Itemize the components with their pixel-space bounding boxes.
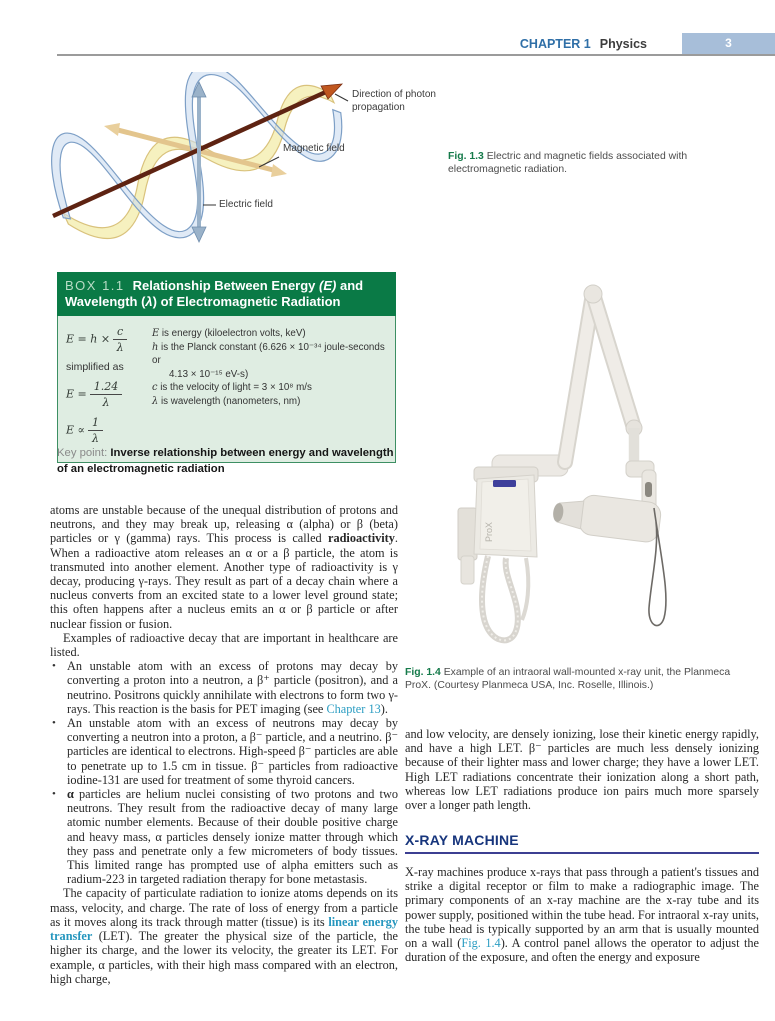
display-strip <box>493 480 516 487</box>
chapter-label: CHAPTER 1 <box>519 37 591 51</box>
definition-line: λ is wavelength (nanometers, nm) <box>152 395 301 407</box>
paragraph: X-ray machines produce x-rays that pass through a patient's tissues and strike a digital receptor or film to make a radiographic image. The primary components of an x-ray machine are the x-ray tube and its power supply, positioned within the tube head. For intraoral x-ray units, the tube head is typically supported by an arm that is usually mounted on a wall (Fig. 1.4). A control panel allows the operator to adjust the duration of the exposure, and often the energy and exposure <box>405 865 759 965</box>
paragraph: atoms are unstable because of the unequal distribution of protons and neutrons, and they may break up, releasing α (alpha) or β (beta) particles or γ (gamma) rays. This process is called radioactivity. When a radioactive atom releases an α or a β particle, the atom is transmuted into another element. Another type of radioactivity is γ decay, producing γ-rays. They result as part of a decay chain where a nucleus converts from an excited state to a lower level ground state; this often happens after a nucleus emits an α or β particle or after nuclear fission or fusion. <box>50 503 398 631</box>
list-item: • An unstable atom with an excess of neutrons may decay by converting a neutron into a proton, a β⁻ particle, and a neutrino. β⁻ particles are identical to electrons. High-speed β⁻ particles are able to penetrate up to 1.5 cm in tissue. β⁻ particles from radioactive iodine-131 are used for treatment of some thyroid cancers. <box>52 716 398 787</box>
box-1-1-title-mid: and Wavelength ( <box>65 278 364 309</box>
right-column-bottom <box>405 865 759 964</box>
coiled-cable <box>482 556 518 640</box>
chapter-title: Physics <box>599 37 647 51</box>
fig-1-4-caption-label: Fig. 1.4 <box>405 667 441 678</box>
prox-logo: ProX <box>484 521 494 542</box>
page-header <box>520 37 647 51</box>
equation-1: E = h × $\frac{c}{\lambda}$ <box>66 325 152 354</box>
definitions-column <box>152 325 389 452</box>
fig-1-4-caption-text: Example of an intraoral wall-mounted x-ray unit, the Planmeca ProX. (Courtesy Planmeca USA, Inc. Roselle, Illinois.) <box>405 667 731 692</box>
fig-1-3-caption <box>448 150 751 177</box>
list-item: • An unstable atom with an excess of protons may decay by converting a proton into a neutron, a β⁺ particle (positron), and a neutrino. Positrons quickly annihilate with electrons to form two γ-rays. This reaction is the basis for PET imaging (see Chapter 13). <box>52 659 398 716</box>
bullet-icon: • <box>52 788 56 801</box>
box-1-1 <box>57 272 396 463</box>
em-wave-figure <box>40 72 400 267</box>
equation-3: E ∝ $\frac{1}{\lambda}$ <box>66 416 152 445</box>
propagation-label: Direction of photon propagation <box>352 89 436 113</box>
fig-1-4-link[interactable]: Fig. 1.4 <box>461 936 501 951</box>
box-1-1-title-pre: Relationship Between Energy <box>132 278 320 293</box>
box-1-1-body <box>57 316 396 463</box>
equations-column <box>66 325 152 452</box>
section-heading-xray-machine: X-RAY MACHINE <box>405 832 759 854</box>
key-point-label: Key point: <box>57 447 111 459</box>
box-1-1-title-lambda: λ <box>145 293 153 309</box>
fig-1-3-caption-label: Fig. 1.3 <box>448 151 484 162</box>
second-cable <box>522 558 528 620</box>
chapter-13-link[interactable]: Chapter 13 <box>326 701 381 716</box>
box-1-1-title-post: ) of Electromagnetic Radiation <box>152 293 341 309</box>
paragraph: Examples of radioactive decay that are important in healthcare are listed. <box>50 630 398 660</box>
fig-1-4-caption <box>405 666 757 693</box>
bullet-icon: • <box>52 717 56 730</box>
definition-line: h is the Planck constant (6.626 × 10⁻³⁴ joule-seconds or 4.13 × 10⁻¹⁵ eV-s) <box>152 341 385 380</box>
box-1-1-label: BOX 1.1 <box>65 278 125 293</box>
electric-field-label: Electric field <box>219 199 273 210</box>
box-1-1-title-e: (E) <box>319 278 337 293</box>
magnetic-field-label: Magnetic field <box>283 143 345 154</box>
list-item: • α particles are helium nuclei consisting of two protons and two neutrons. They result from the radioactive decay of many large atomic number elements. Because of their double positive charge and heavy mass, α particles densely ionize matter through which they pass and penetrate only a few micrometers of body tissues. This limited range has prompted use of alpha emitters such as radium-223 in targeted radiation therapy for bone metastasis. <box>52 787 398 887</box>
control-panel <box>474 467 538 557</box>
propagation-pointer-line <box>335 94 348 101</box>
fig-1-3-diagram <box>40 72 436 267</box>
xray-unit-illustration <box>430 258 760 658</box>
fig-1-3-caption-text: Electric and magnetic fields associated with electromagnetic radiation. <box>448 151 688 176</box>
key-point <box>57 446 403 477</box>
paragraph: and low velocity, are densely ionizing, lose their kinetic energy rapidly, and have a high LET. β⁻ particles are much less densely ionizing because of their lighter mass and lower charge; they have a lower LET. High LET radiations concentrate their ionization along a short path, whereas low LET radiations produce ion pairs much more sparsely over a longer path length. <box>405 727 759 813</box>
bullet-list <box>50 659 398 886</box>
simplified-as-label: simplified as <box>66 361 124 373</box>
fig-1-4-photo <box>430 258 760 658</box>
definition-line: c is the velocity of light = 3 × 10⁸ m/s <box>152 382 312 394</box>
paragraph: The capacity of particulate radiation to ionize atoms depends on its mass, velocity, and charge. The rate of loss of energy from a particle as it moves along its track through matter (tissue) is its linear energy transfer (LET). The greater the physical size of the particle, the higher its charge, and the lower its velocity, the greater its LET. For example, α particles, with their high mass compared with an electron, high charge, <box>50 886 398 986</box>
left-column <box>50 503 398 986</box>
header-rule <box>57 54 775 56</box>
definition-line: E is energy (kiloelectron volts, keV) <box>152 328 306 339</box>
linear-energy-transfer-link[interactable]: linear energy transfer <box>50 914 398 944</box>
right-column-top <box>405 727 759 812</box>
equation-2: E = $\frac{1.24}{\lambda}$ <box>66 380 152 409</box>
key-point-text: Inverse relationship between energy and wavelength of an electromagnetic radiation <box>57 447 394 475</box>
bullet-icon: • <box>52 660 56 673</box>
page-number-badge: 3 <box>682 33 775 54</box>
arm-apex-joint <box>584 285 602 303</box>
box-1-1-header <box>57 272 396 316</box>
xray-arm <box>492 285 642 476</box>
